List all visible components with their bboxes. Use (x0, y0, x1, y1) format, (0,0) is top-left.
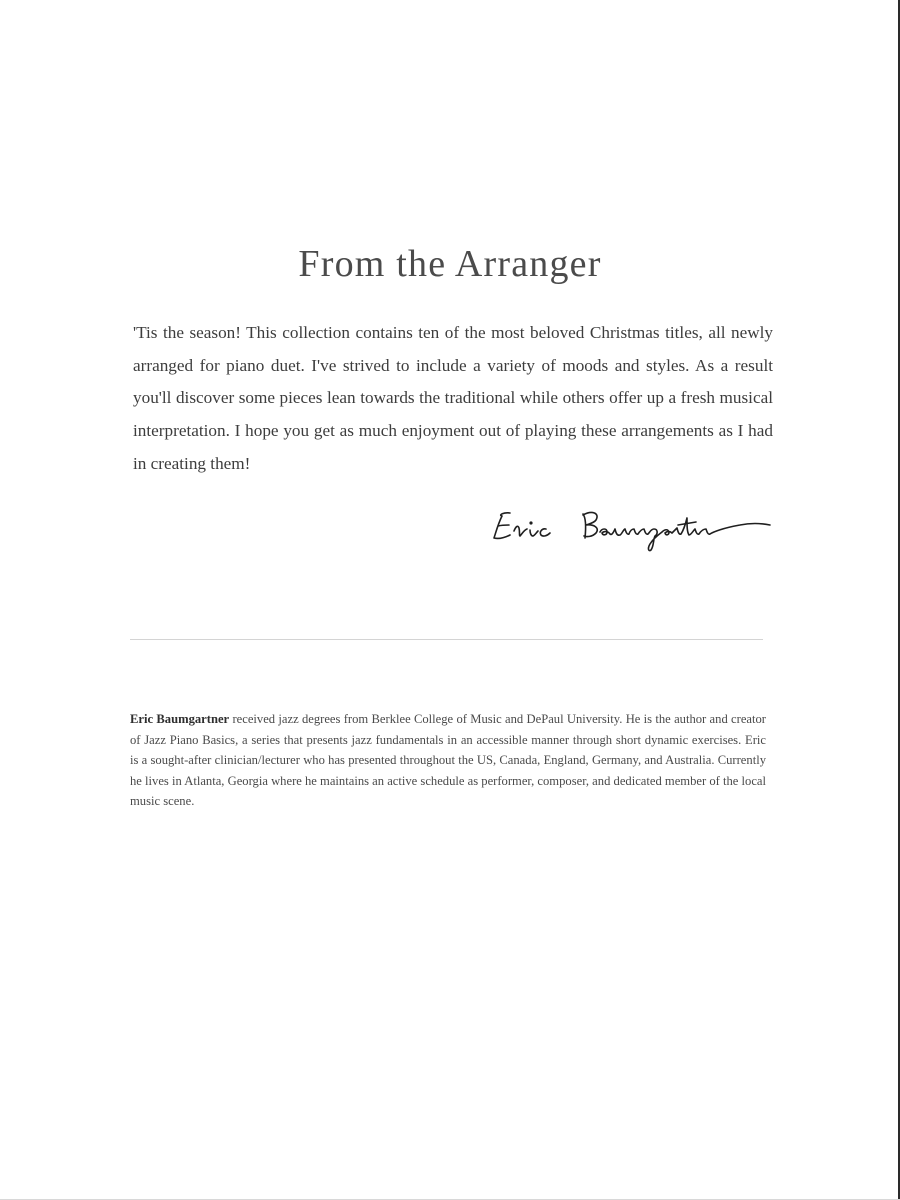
section-divider (130, 639, 763, 640)
bio-name: Eric Baumgartner (130, 712, 230, 726)
signature-image (488, 498, 788, 558)
page-title: From the Arranger (298, 243, 602, 285)
arranger-biography (130, 709, 766, 812)
arranger-note: 'Tis the season! This collection contains ten of the most beloved Christmas titles, all newly arranged for piano duet. I've strived to include a variety of moods and styles. As a result you'll discover some pieces lean towards the traditional while others offer up a fresh musical interpretation. I hope you get as much enjoyment out of playing these arrangements as I had in creating them! (133, 323, 773, 473)
bio-text: received jazz degrees from Berklee College of Music and DePaul University. He is the author and creator of Jazz Piano Basics, a series that presents jazz fundamentals in an accessible manner through short dynamic exercises. Eric is a sought-after clinician/lecturer who has presented throughout the US, Canada, England, Germany, and Australia. Currently he lives in Atlanta, Georgia where he maintains an active schedule as performer, composer, and dedicated member of the local music scene. (130, 712, 766, 809)
